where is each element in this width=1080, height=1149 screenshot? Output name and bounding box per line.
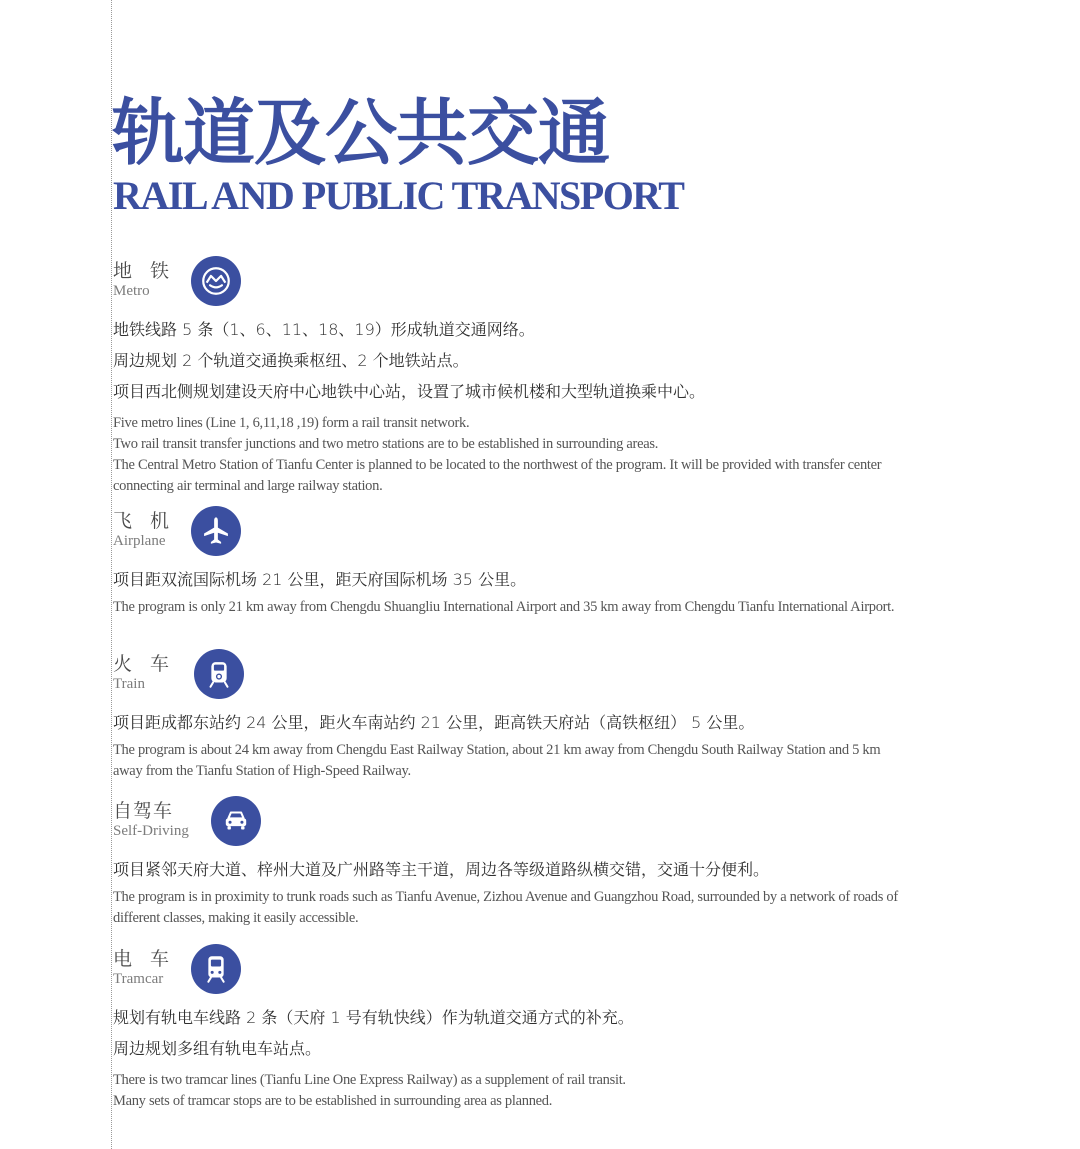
section-label-cn: 地 铁 <box>113 260 176 282</box>
section-tramcar <box>113 948 903 1112</box>
page-title-en: RAIL AND PUBLIC TRANSPORT <box>113 173 684 218</box>
tramcar-en-line-1: There is two tramcar lines (Tianfu Line One Express Railway) as a supplement of rail transit. <box>113 1072 626 1088</box>
section-metro <box>113 260 903 497</box>
metro-cn-line-3: 项目西北侧规划建设天府中心地铁中心站，设置了城市候机楼和大型轨道换乘中心。 <box>113 382 706 401</box>
train-icon <box>194 649 244 699</box>
section-label-en: Tramcar <box>113 971 164 987</box>
section-label-cn: 火 车 <box>113 653 176 675</box>
section-label-cn: 自驾车 <box>113 800 174 822</box>
airplane-en-paragraph: The program is only 21 km away from Chengdu Shuangliu International Airport and 35 km away from Chengdu Tianfu International Airport. <box>113 599 895 615</box>
train-en-paragraph: The program is about 24 km away from Chengdu East Railway Station, about 21 km away from Chengdu South Railway Station and 5 km away from the Tianfu Station of High-Speed Railway. <box>113 742 881 779</box>
metro-en-line-2: Two rail transit transfer junctions and two metro stations are to be established in surrounding areas. <box>113 436 659 452</box>
metro-en-line-3: The Central Metro Station of Tianfu Center is planned to be located to the northwest of the program. It will be provided with transfer center connecting air terminal and large railway station. <box>113 457 882 494</box>
section-train <box>113 653 903 782</box>
metro-icon <box>191 256 241 306</box>
section-label-en: Metro <box>113 283 150 299</box>
metro-en-paragraph <box>113 413 903 497</box>
section-airplane <box>113 510 903 618</box>
page-title-cn: 轨道及公共交通 <box>112 91 610 175</box>
section-self-driving <box>113 800 903 929</box>
car-icon <box>211 796 261 846</box>
tramcar-cn-line-2: 周边规划多组有轨电车站点。 <box>113 1039 322 1058</box>
tramcar-cn-line-1: 规划有轨电车线路 2 条（天府 1 号有轨快线）作为轨道交通方式的补充。 <box>113 1008 634 1027</box>
section-label-en: Train <box>113 676 145 692</box>
section-label-en: Airplane <box>113 533 166 549</box>
section-label-en: Self-Driving <box>113 823 189 839</box>
airplane-cn-line-1: 项目距双流国际机场 21 公里，距天府国际机场 35 公里。 <box>113 570 527 589</box>
self-driving-en-paragraph: The program is in proximity to trunk roads such as Tianfu Avenue, Zizhou Avenue and Guangzhou Road, surrounded by a network of roads of different classes, making it easily accessible. <box>113 889 898 926</box>
train-cn-line-1: 项目距成都东站约 24 公里，距火车南站约 21 公里，距高铁天府站（高铁枢纽） 5 公里。 <box>113 713 755 732</box>
self-driving-cn-line-1: 项目紧邻天府大道、梓州大道及广州路等主干道，周边各等级道路纵横交错，交通十分便利。 <box>113 860 770 879</box>
metro-cn-line-2: 周边规划 2 个轨道交通换乘枢纽、2 个地铁站点。 <box>113 351 469 370</box>
tramcar-en-paragraph <box>113 1070 903 1112</box>
tramcar-en-line-2: Many sets of tramcar stops are to be established in surrounding area as planned. <box>113 1093 553 1109</box>
metro-cn-line-1: 地铁线路 5 条（1、6、11、18、19）形成轨道交通网络。 <box>113 320 535 339</box>
section-label-cn: 电 车 <box>113 948 176 970</box>
tram-icon <box>191 944 241 994</box>
airplane-icon <box>191 506 241 556</box>
metro-en-line-1: Five metro lines (Line 1, 6,11,18 ,19) form a rail transit network. <box>113 415 470 431</box>
section-label-cn: 飞 机 <box>113 510 176 532</box>
